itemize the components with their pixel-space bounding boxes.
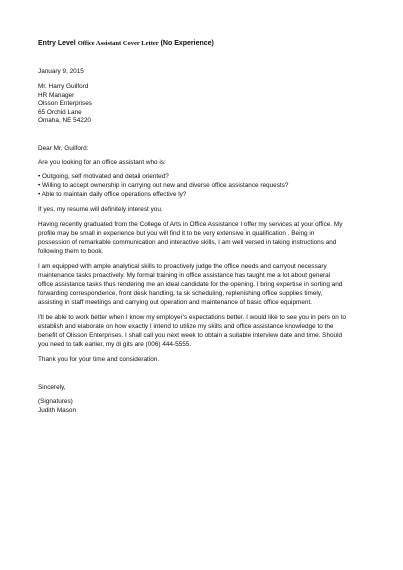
closing: Sincerely, — [38, 384, 66, 391]
paragraph-line: maintenance tasks proactively. My formal training in office assistance has taught me a lot about general — [38, 272, 331, 279]
intro-line: Are you looking for an office assistant who is: — [38, 159, 166, 166]
paragraph-line: profile may be small in experience but you will find it to be very extensive in qualification . Being in — [38, 230, 315, 237]
bullet-item: • Willing to accept ownership in carrying out new and diverse office assistance requests? — [38, 182, 289, 189]
bullet-item: • Able to maintain daily office operations effective ly? — [38, 191, 187, 198]
thanks-line: Thank you for your time and consideration. — [38, 356, 160, 363]
paragraph-line: assisting in staff meetings and carrying out operation and maintenance of basic office equipment. — [38, 299, 313, 306]
paragraph-line: establish and elaborate on how exactly I intend to utilize my skills and office assistance knowledge to the — [38, 323, 334, 330]
signature-note: (Signatures) — [38, 398, 73, 405]
paragraph-line: office assistance tasks thus rendering me an ideal candidate for the opening. I bring expertise in sorting and — [38, 281, 343, 288]
interest-line: If yes, my resume will definitely interest you. — [38, 206, 163, 213]
paragraph-line: benefit of Olisson Enterprises. I shall call you next week to obtain a suitable interview date and time. Should — [38, 332, 343, 339]
signer-name: Judith Mason — [38, 407, 77, 414]
letter-title — [38, 40, 214, 47]
paragraph-line: I'll be able to work better when I know my employer's expectations better. I would like to see you in pers on to — [38, 314, 346, 321]
paragraph-line: possession of remarkable communication and interactive skills, I am well versed in taking instructions and — [38, 239, 337, 246]
title-prefix: Entry Level — [38, 40, 76, 47]
recipient-name: Mr. Harry Guilford — [38, 83, 89, 90]
salutation: Dear Mr. Guilford: — [38, 145, 89, 152]
title-suffix: (No Experience) — [160, 40, 214, 47]
recipient-city: Omaha, NE 54220 — [38, 117, 91, 124]
paragraph-line: following them to book. — [38, 248, 104, 255]
paragraph-line: I am equipped with ample analytical skills to proactively judge the office needs and carryout necessary — [38, 263, 327, 270]
recipient-street: 65 Orchid Lane — [38, 109, 82, 116]
bullet-item: • Outgoing, self motivated and detail oriented? — [38, 173, 169, 180]
paragraph-line: forwarding correspondence, front desk handling, ta sk scheduling, replenishing office supplies timely, — [38, 290, 323, 297]
paragraph-line: Having recently graduated from the College of Arts in Office Assistance I offer my services at your office. My — [38, 221, 343, 228]
letter-date: January 9, 2015 — [38, 68, 84, 75]
paragraph-line: you need to talk earlier, my di gits are (006) 444-5555. — [38, 341, 192, 348]
title-middle: Office Assistant Cover Letter — [77, 40, 159, 47]
recipient-company: Olsson Enterprises — [38, 100, 92, 107]
recipient-title: HR Manager — [38, 92, 75, 99]
